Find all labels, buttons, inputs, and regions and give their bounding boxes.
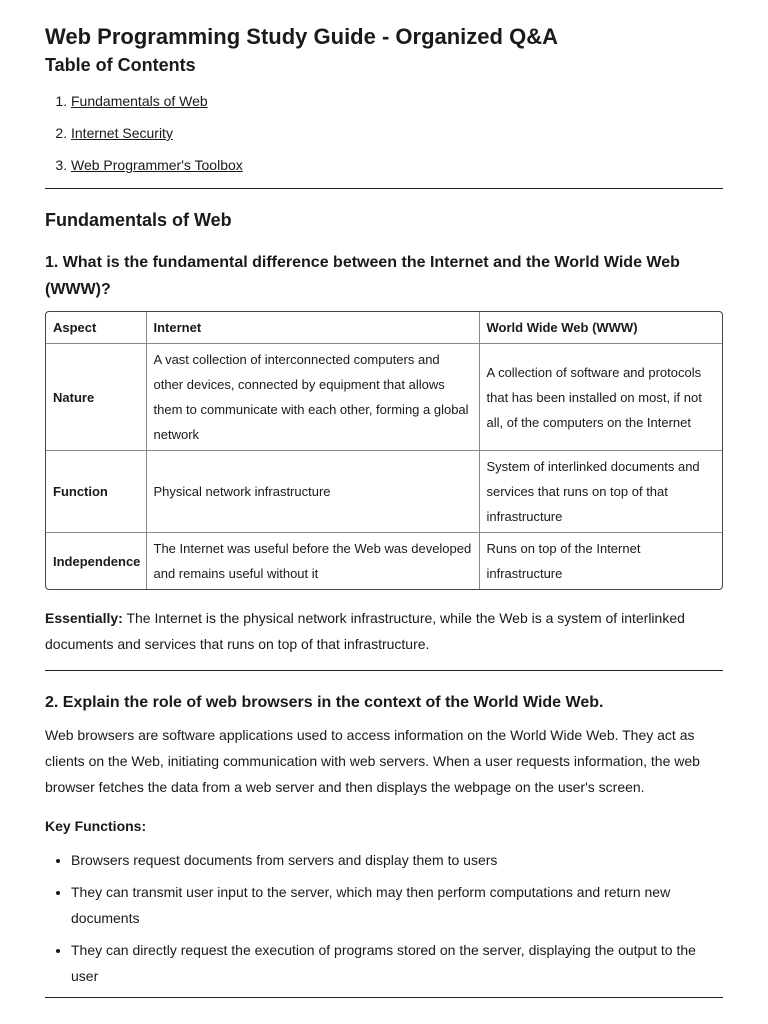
- column-header: Aspect: [46, 312, 146, 344]
- document-title: Web Programming Study Guide - Organized Q&A: [45, 24, 558, 49]
- column-header: World Wide Web (WWW): [479, 312, 722, 344]
- divider: [45, 670, 723, 671]
- table-cell: System of interlinked documents and services that runs on top of that infrastructure: [479, 451, 722, 533]
- toc-item: [71, 92, 723, 110]
- table-of-contents: [45, 92, 723, 174]
- table-cell: The Internet was useful before the Web was developed and remains useful without it: [146, 533, 479, 590]
- divider: [45, 997, 723, 998]
- toc-heading: Table of Contents: [45, 55, 196, 75]
- toc-link-fundamentals[interactable]: Fundamentals of Web: [71, 93, 208, 109]
- table-cell: Runs on top of the Internet infrastructure: [479, 533, 722, 590]
- browser-paragraph: Web browsers are software applications used to access information on the World Wide Web. They act as clients on the Web, initiating communication with web servers. When a user requests information, the web browser fetches the data from a web server and then displays the webpage on the user's screen.: [45, 727, 700, 795]
- table-cell: A collection of software and protocols that has been installed on most, if not all, of the computers on the Internet: [479, 344, 722, 451]
- key-functions-list: [45, 847, 723, 989]
- table-cell: A vast collection of interconnected computers and other devices, connected by equipment that allows them to communicate with each other, forming a global network: [146, 344, 479, 451]
- toc-item: [71, 124, 723, 142]
- table-cell-aspect: Nature: [46, 344, 146, 451]
- toc-item: [71, 156, 723, 174]
- column-header: Internet: [146, 312, 479, 344]
- table-row: [46, 344, 722, 451]
- table-row: [46, 533, 722, 590]
- question-2-title: 2. Explain the role of web browsers in the context of the World Wide Web.: [45, 694, 604, 711]
- list-item: • They can directly request the execution of programs stored on the server, displaying the output to the user: [71, 937, 723, 989]
- list-item: • Browsers request documents from servers and display them to users: [71, 847, 723, 873]
- table-header-row: [46, 312, 722, 344]
- table-row: [46, 451, 722, 533]
- summary-label: Essentially:: [45, 610, 123, 626]
- question-1-title: 1. What is the fundamental difference between the Internet and the World Wide Web (WWW)?: [45, 254, 680, 298]
- toc-link-toolbox[interactable]: Web Programmer's Toolbox: [71, 157, 243, 173]
- section-heading: Fundamentals of Web: [45, 210, 232, 230]
- toc-link-security[interactable]: Internet Security: [71, 125, 173, 141]
- summary-paragraph: [45, 605, 723, 657]
- summary-text: The Internet is the physical network infrastructure, while the Web is a system of interlinked documents and services that runs on top of that infrastructure.: [45, 610, 685, 652]
- comparison-table: [45, 311, 723, 590]
- table-cell: Physical network infrastructure: [146, 451, 479, 533]
- table-cell-aspect: Function: [46, 451, 146, 533]
- key-functions-label: Key Functions:: [45, 818, 147, 834]
- divider: [45, 188, 723, 189]
- table-cell-aspect: Independence: [46, 533, 146, 590]
- list-item: • They can transmit user input to the server, which may then perform computations and return new documents: [71, 879, 723, 931]
